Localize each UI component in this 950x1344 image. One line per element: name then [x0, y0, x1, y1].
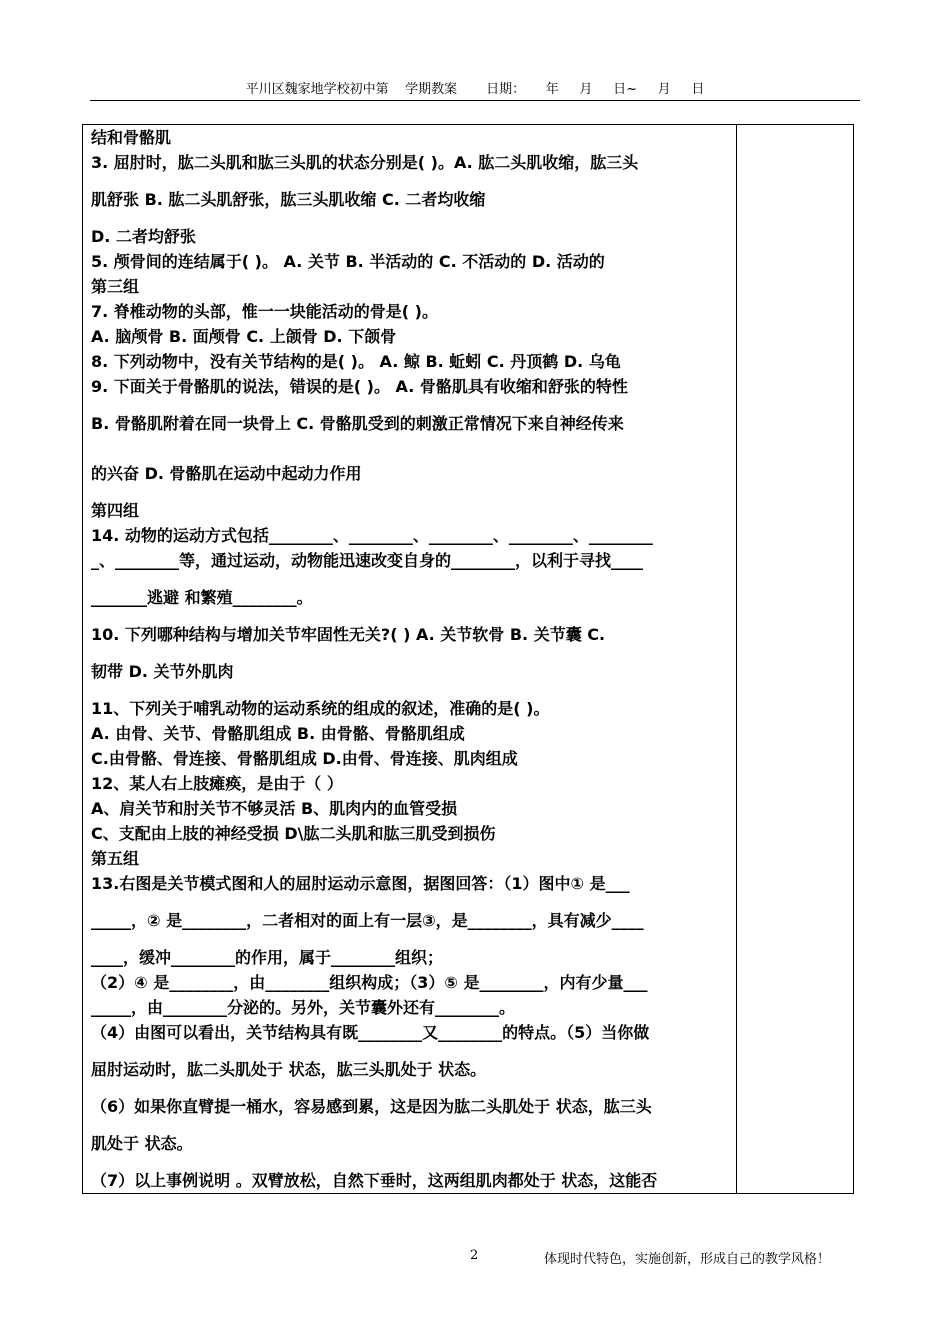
text-line: 屈肘运动时，肱二头肌处于 状态，肱三头肌处于 状态。: [91, 1060, 487, 1079]
text-line: （2）④ 是________，由________组织构成；（3）⑤ 是________，内有少量___: [91, 973, 648, 992]
text-line: C、支配由上肢的神经受损 D\肱二头肌和肱三肌受到损伤: [91, 824, 496, 843]
text-line: 14. 动物的运动方式包括________、________、________、________、________: [91, 526, 653, 545]
section-heading: 第四组: [91, 501, 140, 520]
text-line: D. 二者均舒张: [91, 227, 196, 246]
text-line: _、________等，通过运动，动物能迅速改变自身的________，以利于寻找____: [91, 551, 644, 570]
text-line: 3. 屈肘时，肱二头肌和肱三头肌的状态分别是( )。A. 肱二头肌收缩，肱三头: [91, 153, 639, 172]
section-heading: 第三组: [91, 277, 140, 296]
text-line: A、肩关节和肘关节不够灵活 B、肌肉内的血管受损: [91, 799, 458, 818]
text-line: A. 脑颅骨 B. 面颅骨 C. 上颌骨 D. 下颌骨: [91, 327, 397, 346]
table-column-divider: [736, 124, 737, 1194]
text-line: （7）以上事例说明 。双臂放松，自然下垂时，这两组肌肉都处于 状态，这能否: [91, 1171, 658, 1190]
section-heading: 第五组: [91, 849, 140, 868]
text-line: B. 骨骼肌附着在同一块骨上 C. 骨骼肌受到的刺激正常情况下来自神经传来: [91, 414, 624, 433]
text-line: 9. 下面关于骨骼肌的说法，错误的是( )。 A. 骨骼肌具有收缩和舒张的特性: [91, 377, 628, 396]
text-line: 韧带 D. 关节外肌肉: [91, 662, 234, 681]
text-line: 肌舒张 B. 肱二头肌舒张，肱三头肌收缩 C. 二者均收缩: [91, 190, 486, 209]
text-line: 的兴奋 D. 骨骼肌在运动中起动力作用: [91, 464, 362, 483]
text-line: 10. 下列哪种结构与增加关节牢固性无关?( ) A. 关节软骨 B. 关节囊 C.: [91, 625, 606, 644]
text-line: C.由骨骼、骨连接、骨骼肌组成 D.由骨、骨连接、肌肉组成: [91, 749, 518, 768]
text-line: 结和骨骼肌: [91, 128, 172, 147]
text-line: （6）如果你直臂提一桶水，容易感到累，这是因为肱二头肌处于 状态，肱三头: [91, 1097, 652, 1116]
footer-motto: 体现时代特色，实施创新，形成自己的教学风格！: [544, 1252, 831, 1267]
text-line: 11、下列关于哺乳动物的运动系统的组成的叙述，准确的是( )。: [91, 699, 550, 718]
text-line: 7. 脊椎动物的头部，惟一一块能活动的骨是( )。: [91, 302, 438, 321]
text-line: 8. 下列动物中，没有关节结构的是( )。 A. 鲸 B. 蚯蚓 C. 丹顶鹤 D. 乌龟: [91, 352, 621, 371]
text-line: _____，由________分泌的。另外，关节囊外还有________。: [91, 998, 516, 1017]
text-line: _____，② 是________，二者相对的面上有一层③，是________，具有减少____: [91, 911, 644, 930]
page-header: 平川区魏家地学校初中第 学期教案 日期： 年 月 日~ 月 日: [90, 82, 860, 101]
text-line: _______逃避 和繁殖________。: [91, 588, 313, 607]
text-line: （4）由图可以看出，关节结构具有既________又________的特点。（5）当你做: [91, 1023, 650, 1042]
text-line: 5. 颅骨间的连结属于( )。 A. 关节 B. 半活动的 C. 不活动的 D. 活动的: [91, 252, 605, 271]
text-line: 13.右图是关节模式图和人的屈肘运动示意图，据图回答：（1）图中① 是___: [91, 874, 630, 893]
page-number: 2: [470, 1248, 479, 1263]
text-line: 12、某人右上肢瘫痪，是由于（ ）: [91, 774, 343, 793]
text-line: 肌处于 状态。: [91, 1134, 193, 1153]
text-line: A. 由骨、关节、骨骼肌组成 B. 由骨骼、骨骼肌组成: [91, 724, 465, 743]
text-line: ____，缓冲________的作用，属于________组织；: [91, 948, 444, 967]
